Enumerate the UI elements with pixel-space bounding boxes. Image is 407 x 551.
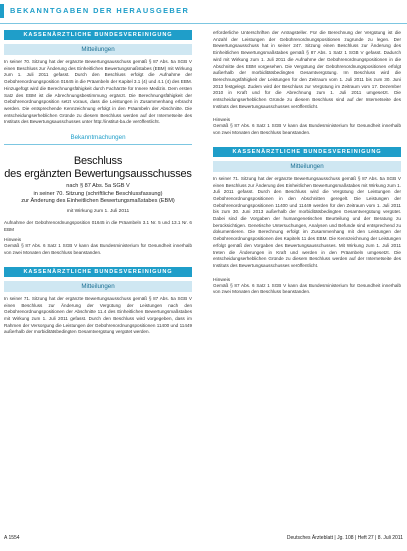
announcement-section-1 [4,30,192,126]
beschluss-date: mit Wirkung zum 1. Juli 2011 [66,209,130,215]
announcement-section-3 [213,147,401,296]
beschluss-subtitle-3: zur Änderung des Einheitlichen Bewertungsmaßstabes (EBM) [21,198,175,205]
left-column [4,30,192,336]
hinweis-title: Hinweis [4,238,22,244]
section-subtitle: Mitteilungen [4,281,192,292]
section-body: In seiner 71. Sitzung hat der ergänzte Bewertungsausschuss gemäß § 87 Abs. 5a SGB V einen Beschluss zur Änderung des Einheitlichen Bewertungsmaßstabes mit Wirkung zum 1. Juli 2011 gefasst. Durch den Beschluss wird die Vergütung der Leistungen der Gebührenordnungspositionen in den Abschnitten geregelt. Die Leistungen der Gebührenordnungspositionen 11400 und 11449 werden für den Zeitraum vom 1. Juli 2011 bis zum 30. Juni 2013 außerhalb der morbiditätsbedingten Gesamtvergütung vergütet. Dabei sind die Vorgaben der humangenetischen Beurteilung und der Beratung zu berücksichtigen. Genetische Untersuchungen, Analysen und Befunde sind entsprechend zu dokumentieren. Die Berechnung erfolgt im Zusammenhang mit den Leistungen der Gebührenordnungspositionen des Kapitels 11 des EBM. Die Kennzeichnung der Leistungen erfolgt gemäß den Vorgaben des Bewertungsausschusses. Mit Wirkung zum 1. Juli 2011 treten die Änderungen in Kraft und werden in den Präambeln umgesetzt. Die entscheidungserheblichen Gründe zu diesem Beschluss werden auf der Internetseite des Instituts des Bewertungsausschusses veröffentlicht. [213,175,401,268]
section-body: In seiner 70. Sitzung hat der ergänzte Bewertungsausschuss gemäß § 87 Abs. 5a SGB V einen Beschluss zur Änderung des Einheitlichen Bewertungsmaßstabes (EBM) mit Wirkung zum 1. Juli 2011 gefasst. Durch den Beschluss erfolgt die Aufnahme der Gebührenordnungsposition 01645 in die Präambeln der Kapitel 3.1 (4) und 4.1 (4) des EBM. Hinzugefügt wird die Berechnungsfähigkeit durch Fachärzte für Innere Medizin. Dem ersten Satz des EBM ist die Abrechnungsbestimmung ergänzt. Die Berechnungsfähigkeit der Gebührenordnungsposition setzt voraus, dass die Leistungen in Zusammenhang erbracht werden. Die entsprechende Kennzeichnung erfolgt in den Präambeln der Abschnitte. Die entscheidungserheblichen Gründe zu diesem Beschluss werden auf der Internetseite des Instituts des Bewertungsausschusses unter http://institut-ba.de veröffentlicht. [4,59,192,125]
page-footer [4,535,403,545]
header-accent [0,4,4,18]
section-subtitle: Mitteilungen [213,161,401,172]
hinweis-body: Gemäß § 87 Abs. 6 Satz 1 SGB V kann das Bundesministerium für Gesundheit innerhalb von zwei Monaten den Beschluss beanstanden. [213,123,401,136]
hinweis-title: Hinweis [213,277,231,283]
continued-body: erforderliche Unterschriften der Antragsteller. Für die Berechnung der Vergütung ist die Anzahl der Leistungen der Gebührenordnungspositionen zugrunde zu legen. Der Bewertungsausschuss hat in seiner 247. Sitzung einen Beschluss zur Änderung des Einheitlichen Bewertungsmaßstabes gemäß § 87 Abs. 1 Satz 1 SGB V gefasst. Dadurch wird mit Wirkung zum 1. Juli 2011 die Aufnahme der Gebührenordnungspositionen in die Abschnitte des EBM vorgesehen. Die Vergütung der Gebührenordnungspositionen erfolgt außerhalb der morbiditätsbedingten Gesamtvergütung. Im Beschluss wird die Berechnungsfähigkeit der Leistungen für den Zeitraum vom 1. Juli 2011 bis zum 30. Juni 2013 festgelegt. Zudem wird der Beschluss zur Vergütung im Zeitraum vom 17. Dezember 2010 in Kraft und für die Abrechnung zum 1. Juli 2011 umgesetzt. Die entscheidungserheblichen Gründe zu diesem Beschluss sind auf der Internetseite des Instituts des Bewertungsausschusses veröffentlicht. [213,30,401,109]
header-title: BEKANNTGABEN DER HERAUSGEBER [10,6,190,15]
institution-bar: KASSENÄRZTLICHE BUNDESVEREINIGUNG [213,147,401,157]
institution-bar: KASSENÄRZTLICHE BUNDESVEREINIGUNG [4,267,192,277]
hinweis-body: Gemäß § 87 Abs. 6 Satz 1 SGB V kann das Bundesministerium für Gesundheit innerhalb von zwei Monaten den Beschluss beanstanden. [213,282,401,295]
hinweis-body: Gemäß § 87 Abs. 6 Satz 1 SGB V kann das Bundesministerium für Gesundheit innerhalb von zwei Monaten den Beschluss beanstanden. [4,243,192,256]
journal-source: Deutsches Ärzteblatt | Jg. 108 | Heft 27 | 8. Juli 2011 [286,535,403,541]
beschluss-title-2: des ergänzten Bewertungsausschusses [4,167,192,180]
section-header [0,0,407,22]
section-body: In seiner 71. Sitzung hat der ergänzte Bewertungsausschuss gemäß § 87 Abs. 5a SGB V einen Beschluss zur Änderung der Vergütung der Leistungen nach den Gebührenordnungspositionen der Abschnitte 11.4 des Einheitlichen Bewertungsmaßstabes mit Wirkung zum 1. Juli 2011 gefasst. Durch den Beschluss wird vorgegeben, dass im Rahmen der Versorgung die Leistungen der Gebührenordnungspositionen 11400 und 11449 außerhalb der morbiditätsbedingten Gesamtvergütung vergütet werden. [4,295,192,335]
beschluss-subtitle-2: in seiner 70. Sitzung (schriftliche Beschlussfassung) [33,191,163,198]
header-rule [0,23,407,24]
hinweis-title: Hinweis [213,118,231,124]
beschluss-block [4,155,192,257]
section-subtitle: Mitteilungen [4,44,192,55]
page-number: A 1554 [4,535,20,541]
announcement-section-2 [4,267,192,336]
institution-bar: KASSENÄRZTLICHE BUNDESVEREINIGUNG [4,30,192,40]
bekanntmachungen-rule [4,144,192,145]
beschluss-title-1: Beschluss [73,155,123,168]
right-column [213,30,401,296]
beschluss-subtitle-1: nach § 87 Abs. 5a SGB V [66,183,130,190]
bekanntmachungen-label: Bekanntmachungen [70,134,126,142]
beschluss-body: Aufnahme der Gebührenordnungsposition 01645 in die Präambeln 3.1 Nr. 5 und 13.1 Nr. 6 EBM [4,220,192,232]
